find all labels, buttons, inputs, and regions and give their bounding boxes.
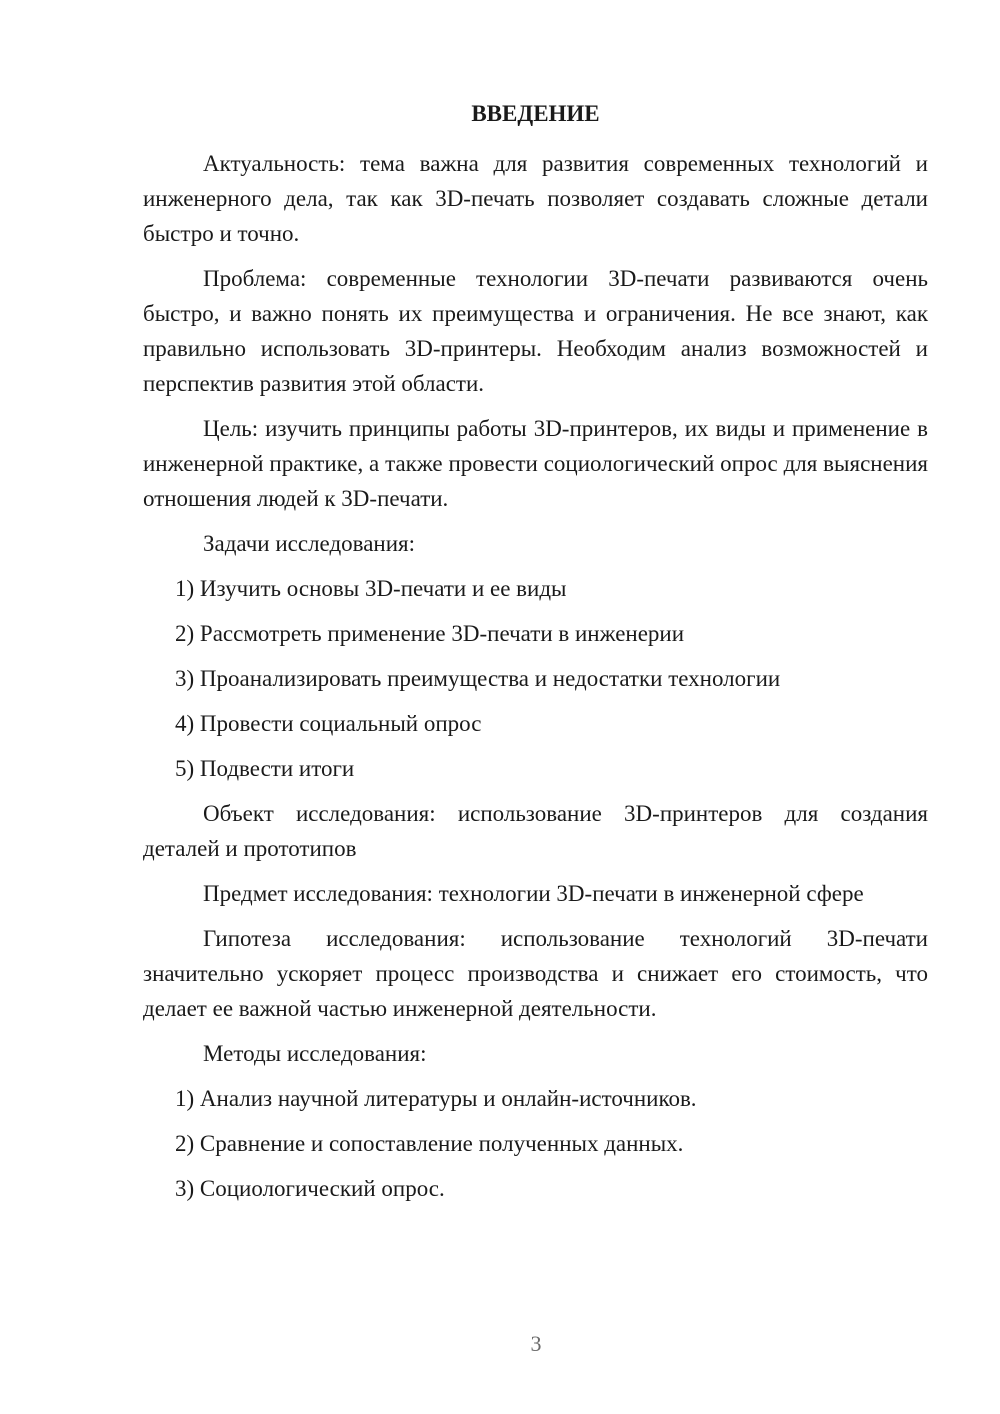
subject-paragraph: Предмет исследования: технологии 3D-печати в инженерной сфере xyxy=(203,881,864,906)
tasks-heading: Задачи исследования: xyxy=(203,531,416,556)
task-item: 5) Подвести итоги xyxy=(175,756,355,781)
page-number: 3 xyxy=(530,1331,542,1356)
goal-paragraph: Цель: изучить принципы работы 3D-принтеров, их виды и применение в инженерной практике, а также провести социологический опрос для выяснения отношения людей к 3D-печати. xyxy=(143,416,928,511)
problem-paragraph: Проблема: современные технологии 3D-печати развиваются очень быстро, и важно понять их преимущества и ограничения. Не все знают, как правильно использовать 3D-принтеры. Необходим анализ возможностей и перспектив развития этой области. xyxy=(143,266,928,396)
task-item: 1) Изучить основы 3D-печати и ее виды xyxy=(175,576,567,601)
task-item: 2) Рассмотреть применение 3D-печати в инженерии xyxy=(175,621,685,646)
object-paragraph: Объект исследования: использование 3D-принтеров для создания деталей и прототипов xyxy=(143,801,928,861)
document-body xyxy=(143,96,928,1216)
method-item: 3) Социологический опрос. xyxy=(175,1176,445,1201)
section-title: ВВЕДЕНИЕ xyxy=(471,101,600,126)
methods-heading: Методы исследования: xyxy=(203,1041,427,1066)
task-item: 4) Провести социальный опрос xyxy=(175,711,482,736)
method-item: 1) Анализ научной литературы и онлайн-источников. xyxy=(175,1086,697,1111)
method-item: 2) Сравнение и сопоставление полученных данных. xyxy=(175,1131,684,1156)
relevance-paragraph: Актуальность: тема важна для развития современных технологий и инженерного дела, так как 3D-печать позволяет создавать сложные детали быстро и точно. xyxy=(143,151,928,246)
task-item: 3) Проанализировать преимущества и недостатки технологии xyxy=(175,666,781,691)
hypothesis-paragraph: Гипотеза исследования: использование технологий 3D-печати значительно ускоряет процесс производства и снижает его стоимость, что делает ее важной частью инженерной деятельности. xyxy=(143,926,928,1021)
